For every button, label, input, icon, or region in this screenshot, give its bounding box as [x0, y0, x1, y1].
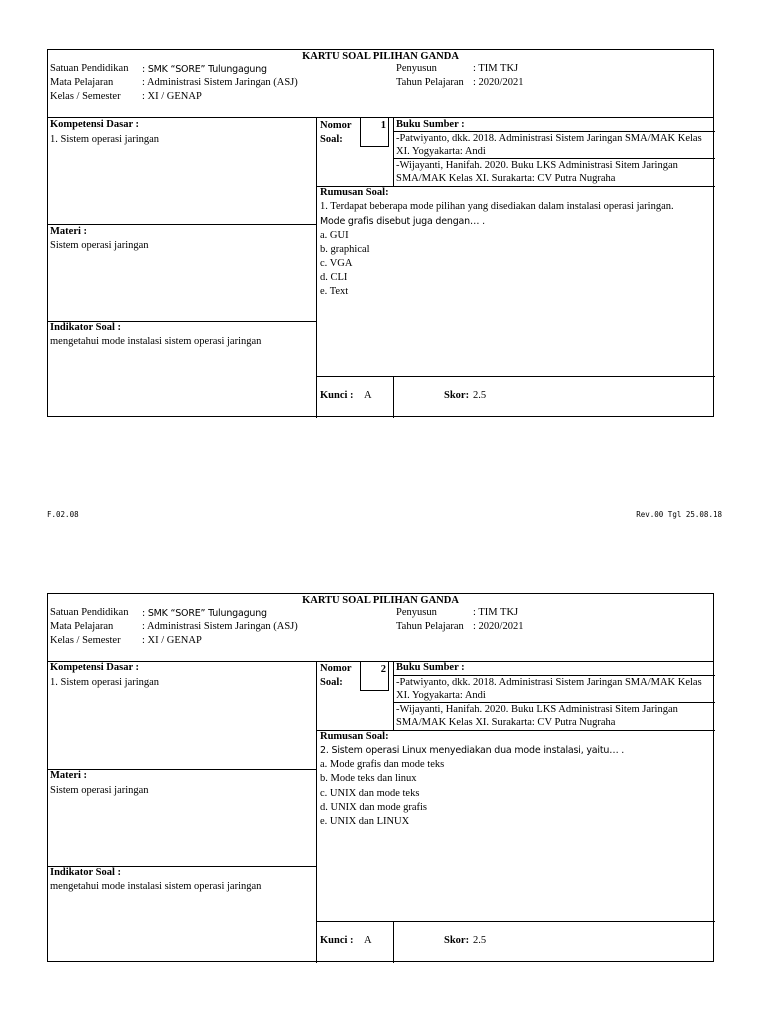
penyusun-value: : TIM TKJ: [473, 63, 519, 74]
mapel-value: : Administrasi Sistem Jaringan (ASJ): [142, 621, 298, 632]
column-divider: [316, 661, 317, 963]
divider: [393, 661, 394, 730]
rumusan-label: Rumusan Soal:: [320, 731, 389, 742]
rumusan-text: 2. Sistem operasi Linux menyediakan dua mode instalasi, yaitu… .: [320, 745, 625, 756]
nomor-label: Nomor: [320, 120, 352, 131]
nomor-value: 1: [380, 120, 386, 131]
option-b: b. Mode teks dan linux: [320, 773, 417, 784]
buku-item: -Wijayanti, Hanifah. 2020. Buku LKS Administrasi Sitem Jaringan SMA/MAK Kelas XI. Surakarta: CV Putra Nugraha: [396, 160, 678, 184]
kelas-value: : XI / GENAP: [142, 91, 202, 102]
buku-item: -Patwiyanto, dkk. 2018. Administrasi Sistem Jaringan SMA/MAK Kelas XI. Yogyakarta: Andi: [396, 677, 702, 701]
satuan-value: : SMK “SORE” Tulungagung: [142, 64, 267, 75]
divider: [48, 769, 316, 770]
penyusun-value: : TIM TKJ: [473, 607, 519, 618]
tahun-label: Tahun Pelajaran: [396, 77, 464, 88]
kompetensi-value: 1. Sistem operasi jaringan: [50, 677, 160, 688]
materi-value: Sistem operasi jaringan: [50, 240, 149, 251]
kelas-value: : XI / GENAP: [142, 635, 202, 646]
nomor-value: 2: [380, 664, 386, 675]
indikator-label: Indikator Soal :: [50, 867, 121, 878]
form-code: F.02.08: [47, 510, 79, 519]
option-e: e. UNIX dan LINUX: [320, 816, 410, 827]
skor-label: Skor:: [444, 390, 470, 401]
option-b: b. graphical: [320, 244, 370, 255]
materi-label: Materi :: [50, 226, 88, 237]
satuan-label: Satuan Pendidikan: [50, 607, 129, 618]
kelas-label: Kelas / Semester: [50, 91, 121, 102]
option-a: a. GUI: [320, 230, 349, 241]
rumusan-label: Rumusan Soal:: [320, 187, 389, 198]
divider: [316, 921, 715, 922]
revision-date: Rev.00 Tgl 25.08.18: [636, 510, 722, 519]
divider: [316, 376, 715, 377]
materi-value: Sistem operasi jaringan: [50, 785, 149, 796]
divider: [393, 117, 394, 186]
card-header: [48, 50, 713, 118]
skor-value: 2.5: [473, 390, 487, 401]
kompetensi-label: Kompetensi Dasar :: [50, 662, 140, 673]
materi-label: Materi :: [50, 770, 88, 781]
kompetensi-value: 1. Sistem operasi jaringan: [50, 134, 160, 145]
skor-label: Skor:: [444, 935, 470, 946]
tahun-value: : 2020/2021: [473, 621, 524, 632]
indikator-value: mengetahui mode instalasi sistem operasi jaringan: [50, 881, 262, 892]
rumusan-text: 1. Terdapat beberapa mode pilihan yang disediakan dalam instalasi operasi jaringan.: [320, 201, 674, 212]
tahun-value: : 2020/2021: [473, 77, 524, 88]
option-a: a. Mode grafis dan mode teks: [320, 759, 445, 770]
kelas-label: Kelas / Semester: [50, 635, 121, 646]
mapel-label: Mata Pelajaran: [50, 621, 114, 632]
kunci-label: Kunci :: [320, 390, 354, 401]
option-d: d. CLI: [320, 272, 348, 283]
option-e: e. Text: [320, 286, 349, 297]
soal-label: Soal:: [320, 134, 343, 145]
card-title: KARTU SOAL PILIHAN GANDA: [302, 51, 459, 62]
divider: [393, 376, 394, 418]
option-d: d. UNIX dan mode grafis: [320, 802, 428, 813]
kunci-label: Kunci :: [320, 935, 354, 946]
kompetensi-label: Kompetensi Dasar :: [50, 119, 140, 130]
indikator-label: Indikator Soal :: [50, 322, 121, 333]
rumusan-text: Mode grafis disebut juga dengan… .: [320, 216, 485, 227]
question-card-1: [47, 49, 714, 417]
nomor-box: [360, 117, 389, 147]
satuan-value: : SMK “SORE” Tulungagung: [142, 608, 267, 619]
kunci-value: A: [364, 390, 372, 401]
question-card-2: [47, 593, 714, 962]
kunci-value: A: [364, 935, 372, 946]
divider: [48, 224, 316, 225]
nomor-label: Nomor: [320, 663, 352, 674]
buku-label: Buku Sumber :: [396, 662, 465, 673]
skor-value: 2.5: [473, 935, 487, 946]
card-header: [48, 594, 713, 662]
indikator-value: mengetahui mode instalasi sistem operasi jaringan: [50, 336, 262, 347]
penyusun-label: Penyusun: [396, 63, 437, 74]
buku-label: Buku Sumber :: [396, 119, 465, 130]
card-title: KARTU SOAL PILIHAN GANDA: [302, 595, 459, 606]
option-c: c. UNIX dan mode teks: [320, 788, 420, 799]
option-c: c. VGA: [320, 258, 353, 269]
column-divider: [316, 117, 317, 418]
satuan-label: Satuan Pendidikan: [50, 63, 129, 74]
nomor-box: [360, 661, 389, 691]
divider: [393, 921, 394, 963]
mapel-label: Mata Pelajaran: [50, 77, 114, 88]
penyusun-label: Penyusun: [396, 607, 437, 618]
soal-label: Soal:: [320, 677, 343, 688]
buku-item: -Wijayanti, Hanifah. 2020. Buku LKS Administrasi Sitem Jaringan SMA/MAK Kelas XI. Surakarta: CV Putra Nugraha: [396, 704, 678, 728]
buku-item: -Patwiyanto, dkk. 2018. Administrasi Sistem Jaringan SMA/MAK Kelas XI. Yogyakarta: Andi: [396, 133, 702, 157]
tahun-label: Tahun Pelajaran: [396, 621, 464, 632]
mapel-value: : Administrasi Sistem Jaringan (ASJ): [142, 77, 298, 88]
